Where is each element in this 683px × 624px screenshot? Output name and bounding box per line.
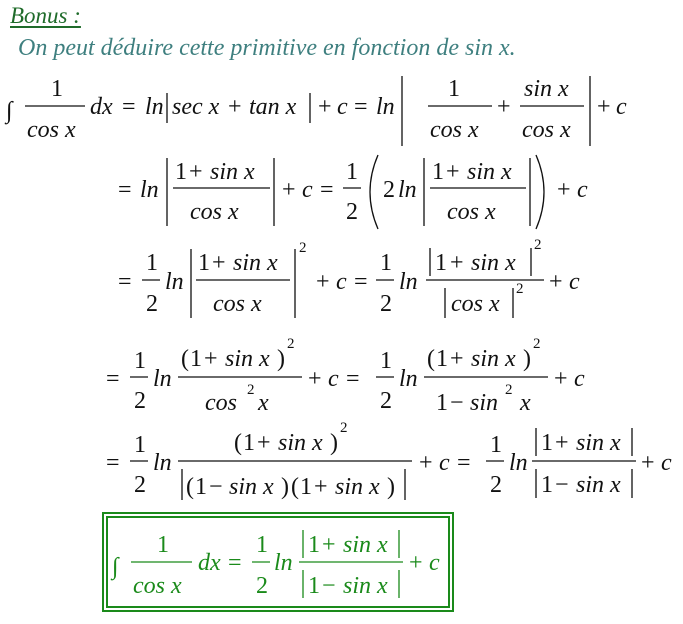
- bonus-heading: Bonus :: [10, 3, 81, 28]
- svg-text:=: =: [346, 366, 360, 392]
- svg-text:=: =: [106, 366, 120, 392]
- svg-text:−: −: [450, 390, 464, 416]
- svg-text:x: x: [258, 390, 269, 416]
- svg-text:+: +: [282, 177, 296, 203]
- svg-text:dx: dx: [198, 550, 221, 576]
- intro-end: .: [509, 35, 516, 61]
- svg-text:+: +: [409, 550, 423, 576]
- svg-text:ln: ln: [509, 450, 528, 476]
- svg-text:c: c: [574, 366, 585, 392]
- svg-text:+: +: [204, 346, 218, 372]
- frac-den: cos x: [27, 117, 76, 143]
- svg-text:1: 1: [308, 573, 320, 599]
- svg-text:1: 1: [448, 76, 460, 102]
- svg-text:): ): [281, 474, 289, 500]
- svg-text:+: +: [450, 346, 464, 372]
- svg-text:cos x: cos x: [522, 117, 571, 143]
- svg-text:cos x: cos x: [133, 573, 182, 599]
- svg-text:=: =: [354, 94, 368, 120]
- svg-text:=: =: [122, 94, 136, 120]
- svg-text:=: =: [228, 550, 242, 576]
- svg-text:): ): [523, 346, 531, 372]
- svg-text:ln: ln: [165, 269, 184, 295]
- svg-text:1: 1: [175, 159, 187, 185]
- svg-text:(: (: [291, 474, 299, 500]
- svg-text:1: 1: [541, 430, 553, 456]
- svg-text:2: 2: [380, 388, 392, 414]
- line-2: [118, 155, 588, 229]
- svg-text:=: =: [118, 269, 132, 295]
- svg-text:=: =: [106, 450, 120, 476]
- svg-text:2: 2: [516, 281, 524, 297]
- svg-text:ln: ln: [153, 450, 172, 476]
- line-5: [106, 420, 672, 500]
- svg-text:=: =: [457, 450, 471, 476]
- svg-text:1: 1: [243, 430, 255, 456]
- svg-text:tan x: tan x: [249, 94, 297, 120]
- svg-text:sin x: sin x: [467, 159, 512, 185]
- intro-text: On peut déduire cette primitive en fonction de: [18, 35, 465, 61]
- svg-text:+: +: [555, 430, 569, 456]
- svg-text:1: 1: [380, 250, 392, 276]
- svg-text:cos x: cos x: [430, 117, 479, 143]
- svg-text:1: 1: [436, 390, 448, 416]
- svg-text:c: c: [661, 450, 672, 476]
- svg-text:1: 1: [346, 159, 358, 185]
- svg-text:+: +: [450, 250, 464, 276]
- svg-text:2: 2: [340, 420, 348, 436]
- svg-text:+: +: [419, 450, 433, 476]
- svg-text:1: 1: [157, 532, 169, 558]
- svg-text:=: =: [354, 269, 368, 295]
- svg-text:2: 2: [134, 388, 146, 414]
- svg-text:ln: ln: [145, 94, 164, 120]
- svg-text:c: c: [328, 366, 339, 392]
- svg-text:1: 1: [435, 250, 447, 276]
- svg-text:1: 1: [195, 474, 207, 500]
- svg-text:+: +: [557, 177, 571, 203]
- svg-text:2: 2: [299, 240, 307, 256]
- line-3: [118, 237, 580, 318]
- svg-text:+: +: [549, 269, 563, 295]
- svg-text:x: x: [520, 390, 531, 416]
- svg-text:ln: ln: [140, 177, 159, 203]
- svg-text:+: +: [257, 430, 271, 456]
- svg-text:sin x: sin x: [576, 472, 621, 498]
- svg-text:sin x: sin x: [471, 346, 516, 372]
- svg-text:sin x: sin x: [229, 474, 274, 500]
- svg-text:sin x: sin x: [343, 532, 388, 558]
- svg-text:1: 1: [134, 432, 146, 458]
- svg-text:ln: ln: [399, 366, 418, 392]
- svg-text:sin: sin: [470, 390, 499, 416]
- svg-text:sin x: sin x: [233, 250, 278, 276]
- svg-text:−: −: [555, 472, 569, 498]
- svg-text:1: 1: [134, 348, 146, 374]
- svg-text:sin x: sin x: [343, 573, 388, 599]
- svg-text:1: 1: [256, 532, 268, 558]
- svg-text:1: 1: [198, 250, 210, 276]
- svg-text:1: 1: [541, 472, 553, 498]
- svg-text:ln: ln: [398, 177, 417, 203]
- svg-text:2: 2: [380, 291, 392, 317]
- svg-text:1: 1: [308, 532, 320, 558]
- svg-text:2: 2: [534, 237, 542, 253]
- svg-text:c: c: [569, 269, 580, 295]
- svg-text:sec x: sec x: [172, 94, 220, 120]
- svg-text:sin x: sin x: [225, 346, 270, 372]
- svg-text:2: 2: [533, 336, 541, 352]
- svg-text:=: =: [118, 177, 132, 203]
- svg-text:+: +: [189, 159, 203, 185]
- svg-text:c: c: [616, 94, 627, 120]
- svg-text:+: +: [318, 94, 332, 120]
- svg-text:sin x: sin x: [278, 430, 323, 456]
- svg-text:2: 2: [146, 291, 158, 317]
- integral-sign: ∫: [6, 98, 13, 124]
- svg-text:cos x: cos x: [447, 199, 496, 225]
- svg-text:c: c: [577, 177, 588, 203]
- svg-text:2: 2: [134, 472, 146, 498]
- svg-text:1: 1: [432, 159, 444, 185]
- intro-variable: sin x: [464, 35, 510, 61]
- svg-text:2: 2: [505, 382, 513, 398]
- svg-text:+: +: [322, 532, 336, 558]
- svg-text:+: +: [497, 94, 511, 120]
- svg-text:1: 1: [190, 346, 202, 372]
- svg-text:+: +: [641, 450, 655, 476]
- svg-text:(: (: [186, 474, 194, 500]
- svg-text:∫: ∫: [112, 554, 119, 580]
- svg-text:+: +: [314, 474, 328, 500]
- svg-text:(: (: [234, 430, 242, 456]
- svg-text:c: c: [429, 550, 440, 576]
- svg-text:2: 2: [346, 199, 358, 225]
- svg-text:(: (: [427, 346, 435, 372]
- svg-text:−: −: [209, 474, 223, 500]
- svg-text:2: 2: [383, 177, 395, 203]
- svg-text:ln: ln: [153, 366, 172, 392]
- svg-text:2: 2: [490, 472, 502, 498]
- svg-text:(: (: [181, 346, 189, 372]
- svg-text:1: 1: [146, 250, 158, 276]
- svg-text:1: 1: [436, 346, 448, 372]
- svg-text:2: 2: [256, 573, 268, 599]
- svg-text:ln: ln: [399, 269, 418, 295]
- svg-text:sin x: sin x: [335, 474, 380, 500]
- svg-text:+: +: [212, 250, 226, 276]
- svg-text:sin x: sin x: [471, 250, 516, 276]
- svg-text:+: +: [446, 159, 460, 185]
- svg-text:c: c: [302, 177, 313, 203]
- line-1: [4, 76, 627, 146]
- boxed-result: [110, 530, 440, 599]
- svg-text:): ): [387, 474, 395, 500]
- dx-symbol: dx: [90, 94, 113, 120]
- svg-text:cos x: cos x: [213, 291, 262, 317]
- svg-text:c: c: [336, 269, 347, 295]
- frac-num: 1: [51, 76, 63, 102]
- svg-text:sin x: sin x: [524, 76, 569, 102]
- svg-text:1: 1: [300, 474, 312, 500]
- svg-text:sin x: sin x: [576, 430, 621, 456]
- svg-text:1: 1: [380, 348, 392, 374]
- svg-text:=: =: [320, 177, 334, 203]
- svg-text:cos: cos: [205, 390, 237, 416]
- svg-text:cos x: cos x: [190, 199, 239, 225]
- svg-text:2: 2: [247, 382, 255, 398]
- svg-text:+: +: [316, 269, 330, 295]
- svg-text:1: 1: [490, 432, 502, 458]
- svg-text:c: c: [439, 450, 450, 476]
- svg-text:+: +: [228, 94, 242, 120]
- line-4: [106, 336, 585, 416]
- svg-text:c: c: [337, 94, 348, 120]
- svg-text:−: −: [322, 573, 336, 599]
- svg-text:2: 2: [287, 336, 295, 352]
- svg-text:+: +: [554, 366, 568, 392]
- svg-text:ln: ln: [274, 550, 293, 576]
- svg-text:cos x: cos x: [451, 291, 500, 317]
- svg-text:+: +: [597, 94, 611, 120]
- svg-text:): ): [330, 430, 338, 456]
- svg-text:ln: ln: [376, 94, 395, 120]
- svg-text:): ): [277, 346, 285, 372]
- svg-text:+: +: [308, 366, 322, 392]
- svg-text:sin x: sin x: [210, 159, 255, 185]
